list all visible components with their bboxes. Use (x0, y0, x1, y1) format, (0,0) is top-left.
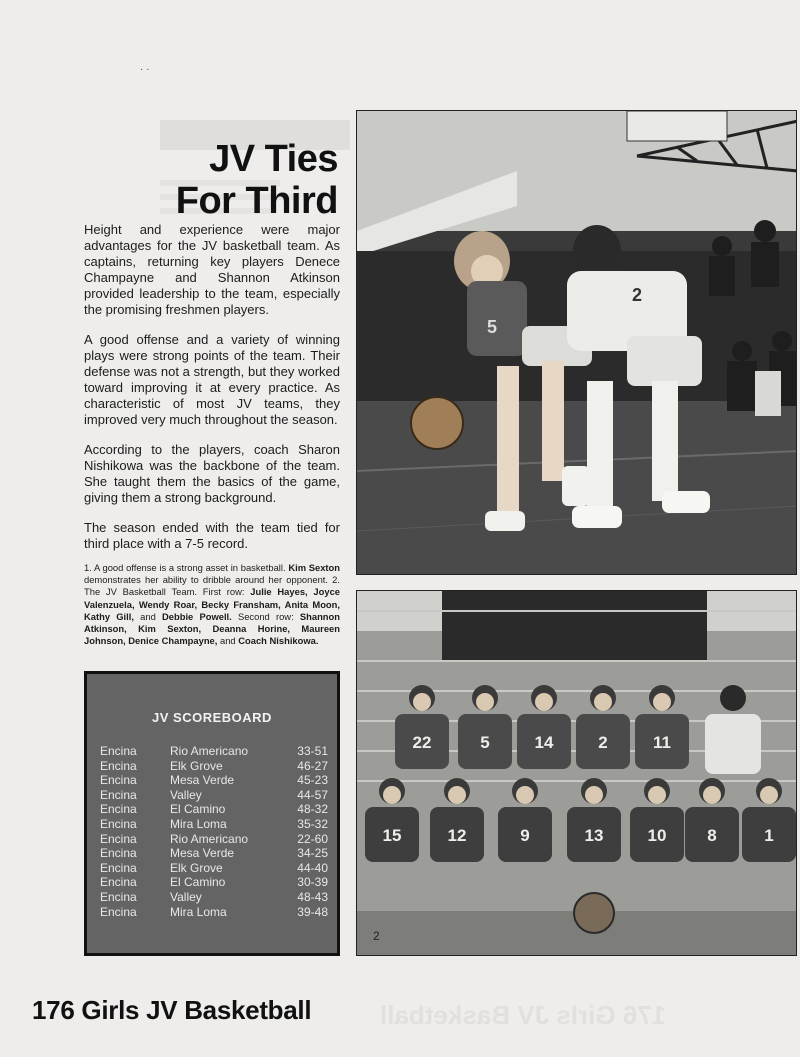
caption-text: 1. A good offense is a strong asset in basketball. (84, 562, 286, 573)
scoreboard-row (100, 890, 328, 905)
jersey-number: 10 (647, 826, 667, 845)
paragraph-4: The season ended with the team tied for third place with a 7-5 record. (84, 520, 340, 551)
scoreboard-row (100, 788, 328, 803)
paragraph-3: According to the players, coach Sharon Nishikowa was the backbone of the team. She taught them the basics of the game, giving them a strong background. (84, 442, 340, 505)
scoreboard-team: Encina (100, 744, 137, 758)
scoreboard-team: Encina (100, 860, 137, 875)
scoreboard-row (100, 773, 328, 788)
scoreboard-title: JV SCOREBOARD (152, 710, 272, 725)
caption-name: Shannon Atkinson, Kim Sexton, Deanna Horine, Maureen Johnson, Denice Champayne, (84, 610, 340, 647)
scoreboard-row (100, 759, 328, 774)
scoreboard-opponent: Elk Grove (170, 758, 223, 773)
scoreboard-row (100, 875, 328, 890)
scoreboard-team: Encina (100, 802, 137, 817)
scoreboard-row (100, 905, 328, 920)
jersey-number: 5 (480, 733, 490, 752)
photo-caption (84, 562, 340, 647)
action-photo (356, 110, 797, 575)
scoreboard-score: 48-43 (297, 889, 328, 904)
scoreboard-box (84, 671, 340, 956)
scoreboard-row (100, 832, 328, 847)
scoreboard-opponent: Valley (170, 889, 202, 904)
scoreboard-team: Encina (100, 787, 137, 802)
scoreboard-rows (100, 744, 328, 919)
jersey-number: 8 (707, 826, 717, 845)
scoreboard-score: 35-32 (297, 816, 328, 831)
jersey-number: 13 (584, 826, 604, 845)
scoreboard-row (100, 744, 328, 759)
backboard (627, 111, 727, 141)
jersey-number: 5 (487, 317, 498, 337)
caption-name: Coach Nishikowa. (238, 635, 319, 647)
caption-name: Debbie Powell. (162, 610, 232, 622)
scoreboard-opponent: Rio Americano (170, 831, 249, 846)
scoreboard-score: 45-23 (297, 773, 328, 788)
scoreboard-row (100, 802, 328, 817)
scoreboard-team: Encina (100, 831, 137, 846)
scoreboard-opponent: Mesa Verde (170, 846, 235, 861)
page-folio: 176 Girls JV Basketball (32, 995, 312, 1025)
scoreboard-row (100, 846, 328, 861)
jersey-number: 2 (632, 285, 643, 305)
scoreboard-opponent: Elk Grove (170, 860, 223, 875)
scoreboard-score: 22-60 (297, 831, 328, 846)
scoreboard-score: 48-32 (297, 802, 328, 817)
jersey-number: 2 (598, 733, 608, 752)
caption-text: demonstrates her ability to dribble around her opponent. 2. The JV Basketball Team. First row: (84, 574, 340, 598)
team-ball (574, 893, 614, 933)
jersey-number: 15 (382, 826, 402, 845)
scoreboard-team: Encina (100, 875, 137, 890)
caption-text: Second row: (237, 610, 294, 622)
action-photo-illustration (357, 111, 797, 575)
scoreboard-score: 44-57 (297, 787, 328, 802)
paragraph-2: A good offense and a variety of winning plays were strong points of the team. Their defense was not a strength, but they worked toward improving it at every practice. As characteristic of most JV teams, they improved very much throughout the season. (84, 332, 340, 427)
scoreboard-opponent: Mesa Verde (170, 773, 235, 788)
jersey-number: 11 (653, 733, 671, 752)
caption-name: Julie Hayes, Joyce Valenzuela, Wendy Roar, Becky Fransham, Anita Moon, Kathy Gill, (84, 586, 340, 622)
basketball (411, 397, 463, 449)
scoreboard-score: 34-25 (297, 846, 328, 861)
scoreboard-score: 30-39 (297, 875, 328, 890)
scoreboard-team: Encina (100, 816, 137, 831)
folio-bleed-through: 176 Girls JV Basketball (380, 1000, 667, 1030)
jersey-number: 9 (520, 826, 530, 845)
headline (78, 138, 338, 222)
scoreboard-opponent: El Camino (170, 875, 226, 890)
scoreboard-opponent: Mira Loma (170, 816, 227, 831)
scoreboard-team: Encina (100, 846, 137, 861)
jersey-number: 14 (534, 733, 554, 752)
photo-number: 2 (373, 929, 380, 943)
print-mark: · · (140, 64, 150, 75)
team-photo (356, 590, 797, 956)
article-body (84, 222, 340, 566)
caption-text: and (219, 635, 236, 647)
scoreboard-opponent: Rio Americano (170, 744, 249, 758)
team-photo-illustration (357, 591, 797, 956)
jersey-number: 22 (412, 733, 432, 752)
headline-line-2: For Third (175, 180, 338, 222)
scoreboard-team: Encina (100, 773, 137, 788)
scoreboard-team: Encina (100, 758, 137, 773)
scoreboard-score: 39-48 (297, 904, 328, 919)
jersey-number: 1 (764, 826, 774, 845)
caption-text: and (140, 610, 156, 622)
scoreboard-row (100, 861, 328, 876)
scoreboard-team: Encina (100, 904, 137, 919)
scoreboard-row (100, 817, 328, 832)
scoreboard-score: 46-27 (297, 758, 328, 773)
scoreboard-score: 33-51 (297, 744, 328, 758)
caption-name: Kim Sexton (288, 562, 341, 573)
jersey-number: 12 (447, 826, 467, 845)
scoreboard-score: 44-40 (297, 860, 328, 875)
scoreboard-opponent: Mira Loma (170, 904, 227, 919)
paragraph-1: Height and experience were major advantages for the JV basketball team. As captains, returning key players Denece Champayne and Shannon Atkinson provided leadership to the team, especially the promising freshmen players. (84, 222, 340, 317)
headline-line-1: JV Ties (209, 138, 338, 180)
scoreboard-opponent: El Camino (170, 802, 226, 817)
scoreboard-opponent: Valley (170, 787, 202, 802)
scoreboard-team: Encina (100, 889, 137, 904)
